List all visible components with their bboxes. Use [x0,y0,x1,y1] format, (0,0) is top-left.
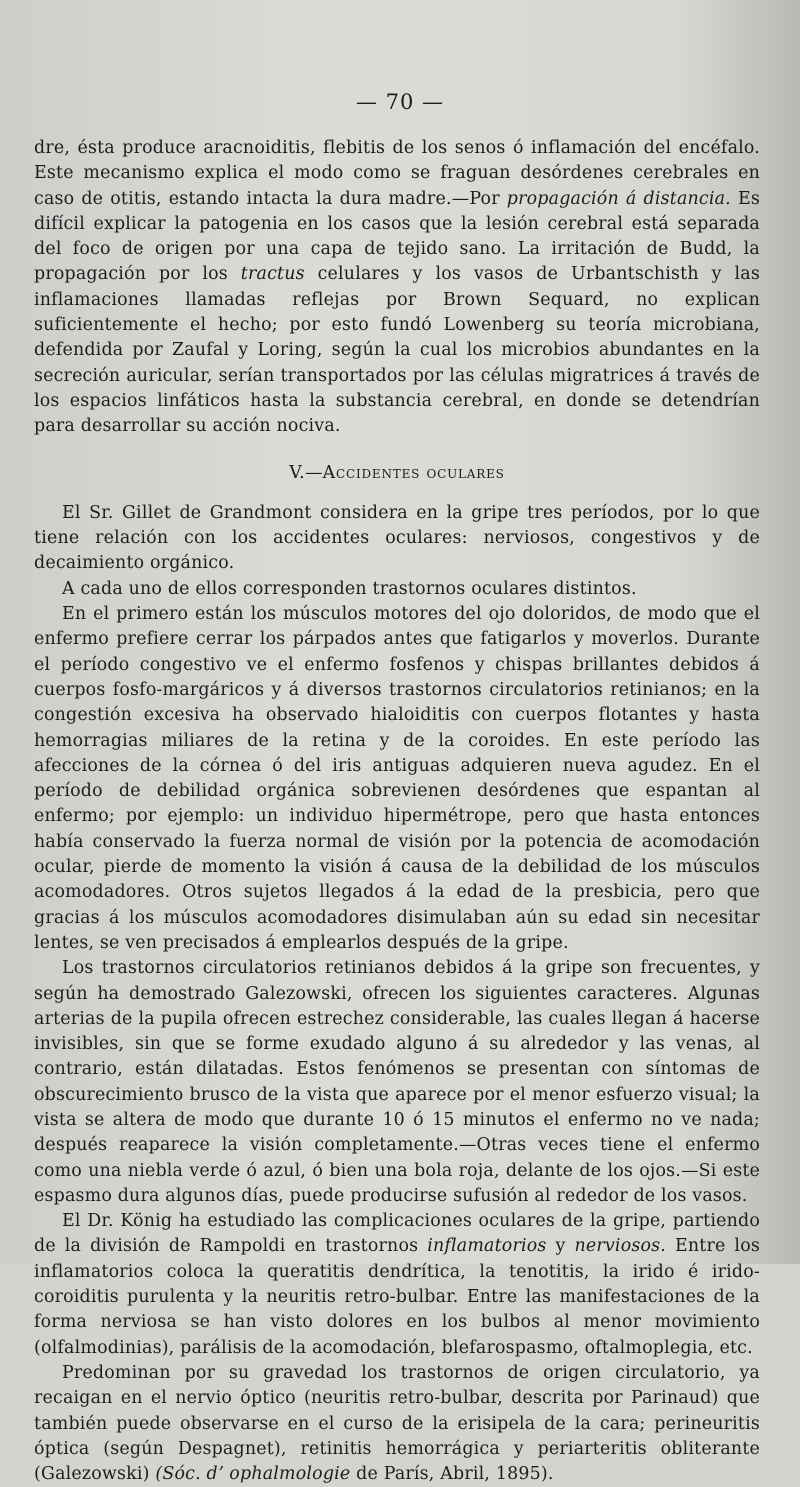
section-heading: V.—Accidentes oculares [289,462,505,483]
paragraph-konig: El Dr. König ha estudiado las complicaciones oculares de la gripe, partiendo de la división de Rampoldi en trastornos inflamatorios y nerviosos. Entre los inflamatorios coloca la queratitis dendrítica, la tenotitis, la irido é irido-coroiditis purulenta y la neuritis retro-bulbar. Entre las manifestaciones de la forma nerviosa se han visto dolores en los bulbos al menor movimiento (olfalmodinias), parálisis de la acomodación, blefarospasmo, oftalmoplegia, etc. [34,1211,760,1358]
italic-term: tractus [240,264,305,285]
italic-term: nerviosos. [574,1236,667,1257]
paragraph-continuation: dre, ésta produce aracnoiditis, flebitis de los senos ó inflamación del encéfalo. Este mecanismo explica el modo como se fraguan desórdenes cerebrales en caso de otitis, estando intacta la dura madre.—Por propagación á distancia. Es difícil explicar la patogenia en los casos que la lesión cerebral está separada del foco de origen por una capa de tejido sano. La irritación de Budd, la propagación por los tractus celulares y los vasos de Urbantschisth y las inflamaciones llamadas reflejas por Brown Sequard, no explican suficientemente el hecho; por esto fundó Lowenberg su teoría microbiana, defendida por Zaufal y Loring, según la cual los microbios abundantes en la secreción auricular, serían transportados por las células migratrices á través de los espacios linfáticos hasta la substancia cerebral, en donde se detendrían para desarrollar su acción nociva. [34,138,760,437]
italic-term: inflamatorios [427,1236,547,1257]
paragraph: El Sr. Gillet de Grandmont considera en la gripe tres períodos, por lo que tiene relación con los accidentes oculares: nerviosos, congestivos y de decaimiento orgánico. [34,502,760,574]
section-title: Accidentes oculares [322,462,505,483]
paragraph: A cada uno de ellos corresponden trastornos oculares distintos. [62,578,637,599]
paragraph-final: Predominan por su gravedad los trastornos de origen circulatorio, ya recaigan en el nervio óptico (neuritis retro-bulbar, descrita por Parinaud) que también puede observarse en el curso de la erisipela de la cara; perineuritis óptica (según Despagnet), retinitis hemorrágica y periarteritis obliterante (Galezowski) (Sóc. dʼ ophalmologie de París, Abril, 1895). [34,1362,760,1485]
italic-term: propagación á distancia. [506,188,731,209]
paragraph: Los trastornos circulatorios retinianos debidos á la gripe son frecuentes, y según ha demostrado Galezowski, ofrecen los siguientes caracteres. Algunas arterias de la pupila ofrecen estrechez considerable, las cuales llegan á hacerse invisibles, sin que se forme exudado alguno á su alrededor y las venas, al contrario, están dilatadas. Estos fenómenos se presentan con síntomas de obscurecimiento brusco de la vista que aparece por el menor esfuerzo visual; la vista se altera de modo que durante 10 ó 15 minutos el enfermo no ve nada; después reaparece la visión completamente.—Otras veces tiene el enfermo como una niebla verde ó azul, ó bien una bola roja, delante de los ojos.—Si este espasmo dura algunos días, puede producirse sufusión al rededor de los vasos. [34,958,760,1206]
body-text [34,136,760,1487]
citation-journal: (Sóc. dʼ ophalmologie [155,1464,351,1485]
page-number: — 70 — [355,90,445,114]
paragraph: En el primero están los músculos motores del ojo doloridos, de modo que el enfermo prefiere cerrar los párpados antes que fatigarlos y moverlos. Durante el período congestivo ve el enfermo fosfenos y chispas brillantes debidos á cuerpos fosfo-margáricos y á diversos trastornos circulatorios retinianos; en la congestión excesiva ha observado hialoiditis con cuerpos flotantes y hasta hemorragias miliares de la retina y de la coroides. En este período las afecciones de la córnea ó del iris antiguas adquieren nueva agudez. En el período de debilidad orgánica sobrevienen desórdenes que espantan al enfermo; por ejemplo: un individuo hipermétrope, pero que hasta entonces había conservado la fuerza normal de visión por la potencia de acomodación ocular, pierde de momento la visión á causa de la debilidad de los músculos acomodadores. Otros sujetos llegados á la edad de la presbicia, pero que gracias á los músculos acomodadores disimulaban aún su edad sin necesitar lentes, se ven precisados á emplearlos después de la gripe. [34,604,760,953]
